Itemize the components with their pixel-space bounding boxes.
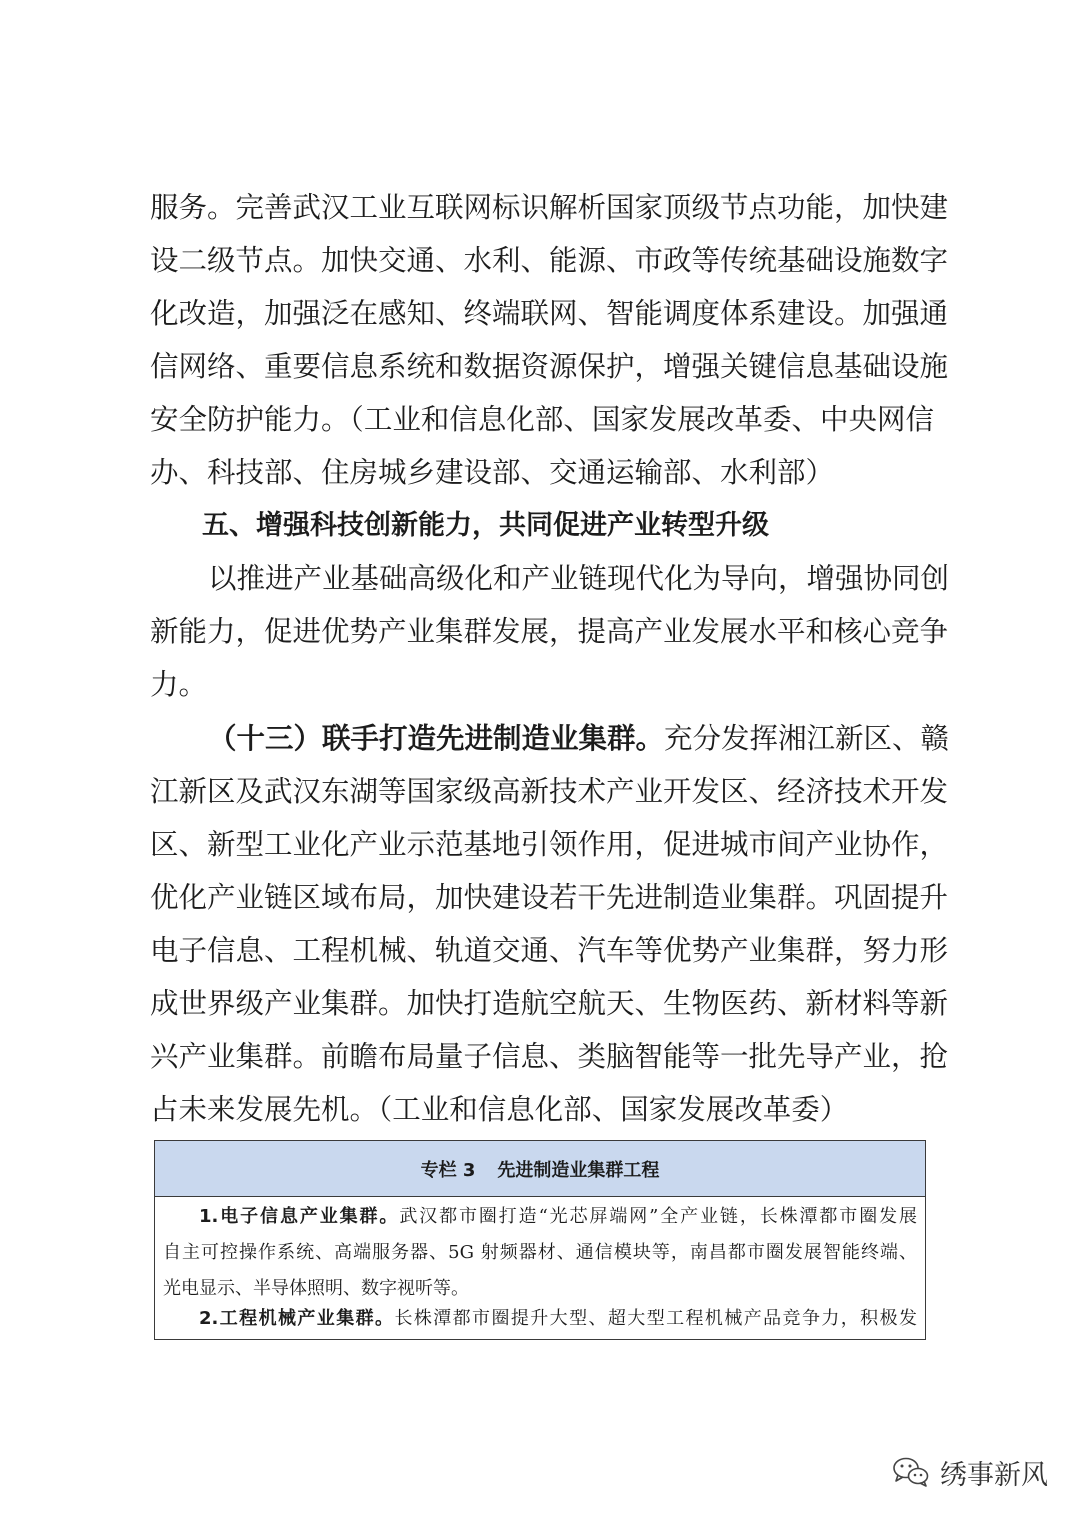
body-text-line: 占未来发展先机。（工业和信息化部、国家发展改革委） <box>150 1093 849 1126</box>
box-text-line <box>199 1199 917 1235</box>
box-item-lead: 2.工程机械产业集群。 <box>199 1308 395 1329</box>
body-text-line: 设二级节点。加快交通、水利、能源、市政等传统基础设施数字 <box>150 244 949 277</box>
body-text-line: 电子信息、工程机械、轨道交通、汽车等优势产业集群，努力形 <box>150 934 949 967</box>
wechat-icon <box>892 1456 930 1488</box>
body-text-line: 成世界级产业集群。加快打造航空航天、生物医药、新材料等新 <box>150 987 949 1020</box>
body-text-line: 化改造，加强泛在感知、终端联网、智能调度体系建设。加强通 <box>150 297 949 330</box>
box-text-line: 自主可控操作系统、高端服务器、5G 射频器材、通信模块等，南昌都市圈发展智能终端、 <box>163 1242 917 1263</box>
body-text-line: 优化产业链区域布局，加快建设若干先进制造业集群。巩固提升 <box>150 881 949 914</box>
body-text-line: 办、科技部、住房城乡建设部、交通运输部、水利部） <box>150 456 835 489</box>
body-text-line: 以推进产业基础高级化和产业链现代化为导向，增强协同创 <box>208 562 950 595</box>
feature-box <box>154 1140 926 1340</box>
body-text-line <box>208 713 950 765</box>
body-text-line: 区、新型工业化产业示范基地引领作用，促进城市间产业协作， <box>150 828 949 861</box>
body-text-run: 充分发挥湘江新区、赣 <box>664 722 950 755</box>
body-text-line: 新能力，促进优势产业集群发展，提高产业发展水平和核心竞争 <box>150 615 949 648</box>
feature-box-label: 专栏 3 <box>420 1159 476 1181</box>
body-text-line: 信网络、重要信息系统和数据资源保护，增强关键信息基础设施 <box>150 350 949 383</box>
subsection-lead: （十三）联手打造先进制造业集群。 <box>208 722 665 755</box>
watermark <box>892 1452 1048 1492</box>
box-text-line: 光电显示、半导体照明、数字视听等。 <box>163 1278 469 1299</box>
body-text-line: 力。 <box>150 668 208 701</box>
feature-box-title: 先进制造业集群工程 <box>497 1159 660 1181</box>
box-text-run: 武汉都市圈打造“光芯屏端网”全产业链，长株潭都市圈发展 <box>399 1206 917 1227</box>
body-text-line: 安全防护能力。（工业和信息化部、国家发展改革委、中央网信 <box>150 403 934 436</box>
box-item-lead: 1.电子信息产业集群。 <box>199 1206 400 1227</box>
body-text-line: 兴产业集群。前瞻布局量子信息、类脑智能等一批先导产业，抢 <box>150 1040 949 1073</box>
feature-box-header <box>155 1141 925 1197</box>
box-text-run: 长株潭都市圈提升大型、超大型工程机械产品竞争力，积极发 <box>394 1308 917 1329</box>
watermark-text: 绣事新风 <box>940 1459 1048 1491</box>
section-heading: 五、增强科技创新能力，共同促进产业转型升级 <box>202 510 769 541</box>
body-text-line: 服务。完善武汉工业互联网标识解析国家顶级节点功能，加快建 <box>150 191 949 224</box>
body-text-line: 江新区及武汉东湖等国家级高新技术产业开发区、经济技术开发 <box>150 775 949 808</box>
box-text-line <box>199 1301 917 1337</box>
